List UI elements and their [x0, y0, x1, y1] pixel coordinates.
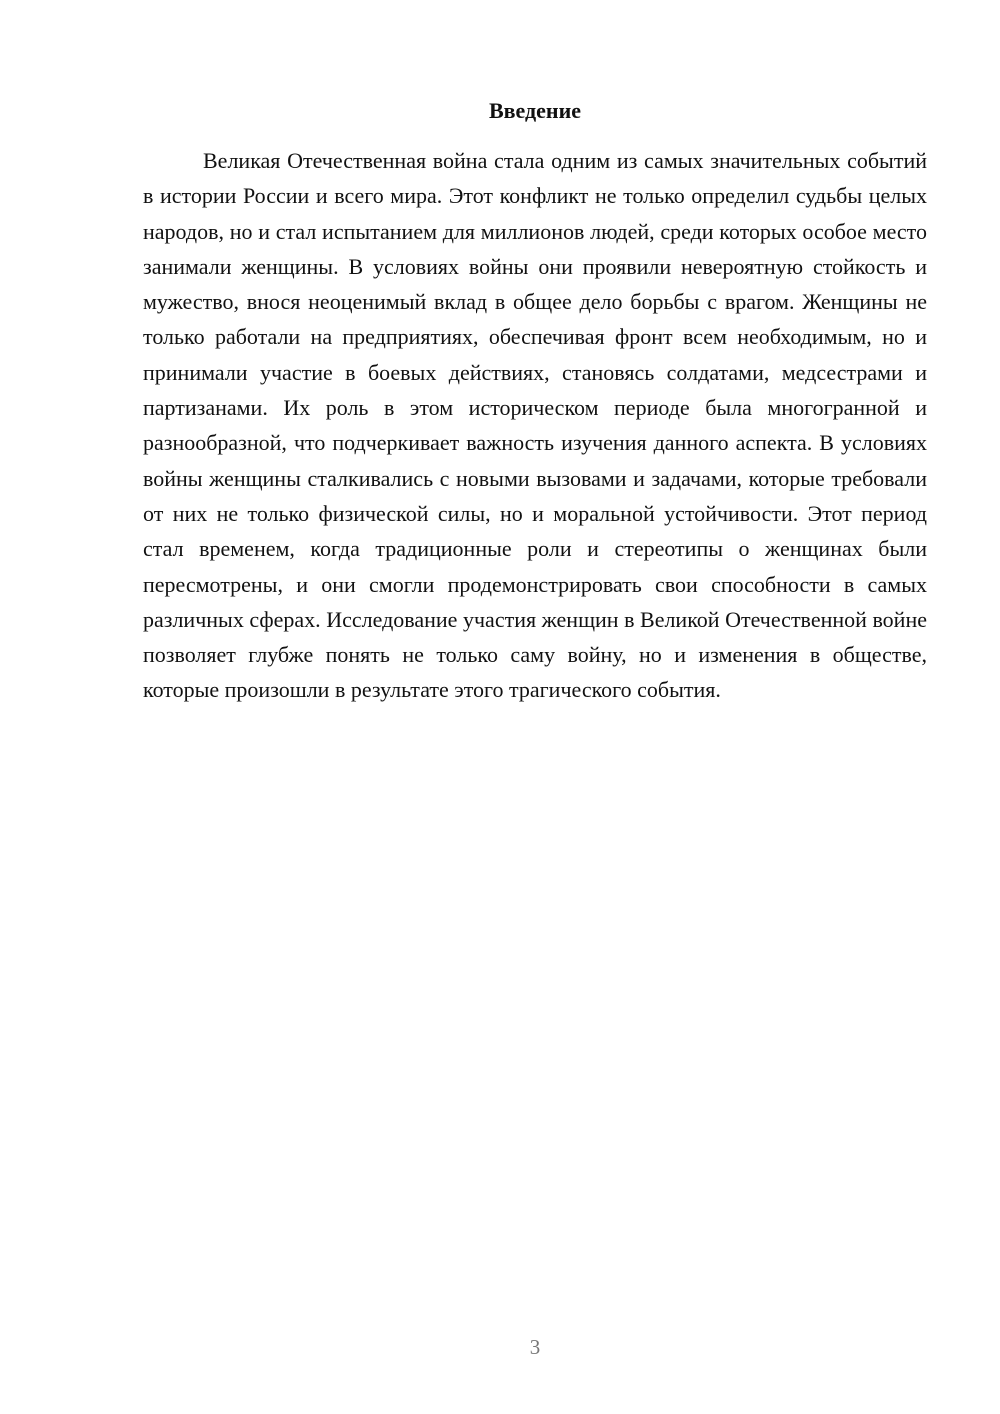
page-number: 3: [529, 1335, 541, 1359]
section-title: Введение: [488, 98, 582, 123]
body-paragraph: Великая Отечественная война стала одним из самых значительных событий в истории России и всего мира. Этот конфликт не только определил судьбы целых народов, но и стал испытанием для миллионов людей, среди которых особое место занимали женщины. В условиях войны они проявили невероятную стойкость и мужество, внося неоценимый вклад в общее дело борьбы с врагом. Женщины не только работали на предприятиях, обеспечивая фронт всем необходимым, но и принимали участие в боевых действиях, становясь солдатами, медсестрами и партизанами. Их роль в этом историческом периоде была многогранной и разнообразной, что подчеркивает важность изучения данного аспекта. В условиях войны женщины сталкивались с новыми вызовами и задачами, которые требовали от них не только физической силы, но и моральной устойчивости. Этот период стал временем, когда традиционные роли и стереотипы о женщинах были пересмотрены, и они смогли продемонстрировать свои способности в самых различных сферах. Исследование участия женщин в Великой Отечественной войне позволяет глубже понять не только саму войну, но и изменения в обществе, которые произошли в результате этого трагического события.: [143, 148, 927, 703]
